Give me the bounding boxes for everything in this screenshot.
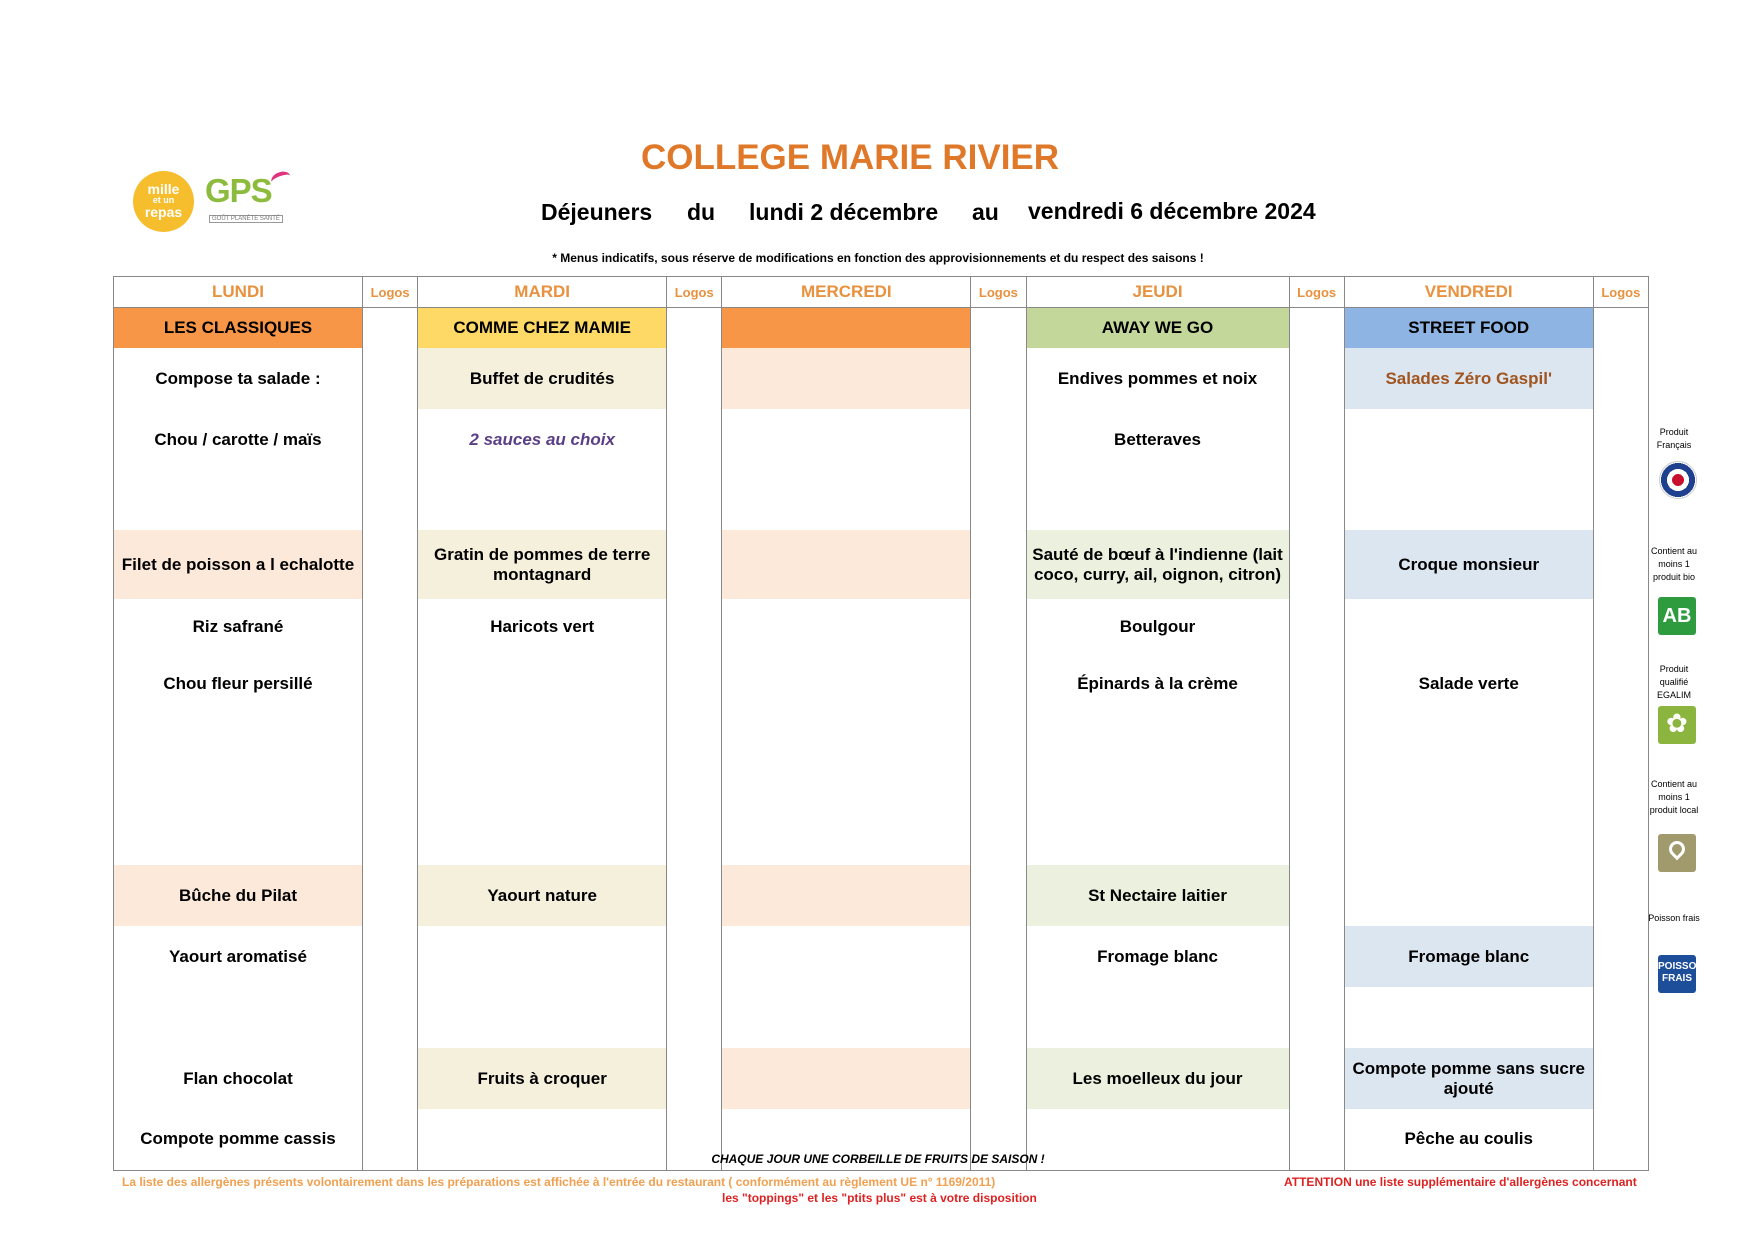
menu-row (114, 714, 1649, 865)
logo-cell (1289, 530, 1344, 599)
page-title: COLLEGE MARIE RIVIER (640, 138, 1060, 177)
attention-note: ATTENTION une liste supplémentaire d'allergènes concernant (1284, 1175, 1637, 1189)
logo-cell (1593, 654, 1648, 714)
menu-cell-mardi (418, 926, 667, 987)
logo-cell (971, 1048, 1026, 1109)
menu-cell-mercredi (722, 987, 971, 1048)
gps-letters: GPS (205, 172, 272, 209)
logos-header: Logos (1289, 277, 1344, 308)
logo-cell (1593, 1048, 1648, 1109)
logo-cell (1289, 654, 1344, 714)
menu-cell-lundi (114, 470, 363, 530)
location-pin-icon (1658, 834, 1696, 872)
menu-row (114, 348, 1649, 409)
logo-cell (1289, 470, 1344, 530)
menu-cell-mardi: Buffet de crudités (418, 348, 667, 409)
menu-row (114, 987, 1649, 1048)
egalim-icon (1658, 706, 1696, 744)
menu-cell-mardi: Yaourt nature (418, 865, 667, 926)
logo-cell (362, 654, 417, 714)
logo-cell (1593, 409, 1648, 470)
logo-cell (1593, 530, 1648, 599)
logo-cell (1289, 926, 1344, 987)
logo-cell (1289, 308, 1344, 349)
menu-cell-jeudi: Boulgour (1026, 599, 1289, 654)
menu-cell-vendredi: Salade verte (1344, 654, 1593, 714)
menu-cell-vendredi (1344, 714, 1593, 865)
menu-cell-lundi: Compote pomme cassis (114, 1109, 363, 1170)
menu-cell-vendredi: Pêche au coulis (1344, 1109, 1593, 1170)
menu-cell-vendredi: Salades Zéro Gaspil' (1344, 348, 1593, 409)
theme-row (114, 308, 1649, 349)
logo-cell (667, 654, 722, 714)
menu-cell-jeudi: St Nectaire laitier (1026, 865, 1289, 926)
legend-egalim-label: Produit qualifié EGALIM (1656, 664, 1691, 700)
menu-cell-jeudi: Sauté de bœuf à l'indienne (lait coco, curry, ail, oignon, citron) (1026, 530, 1289, 599)
logo-cell (667, 1048, 722, 1109)
day-mercredi: MERCREDI (722, 277, 971, 308)
logo-cell (667, 409, 722, 470)
menu-cell-jeudi: Épinards à la crème (1026, 654, 1289, 714)
menu-cell-vendredi: Croque monsieur (1344, 530, 1593, 599)
legend-bio-label: Contient au moins 1 produit bio (1650, 546, 1698, 582)
logo-cell (362, 987, 417, 1048)
fruit-basket-note: CHAQUE JOUR UNE CORBEILLE DE FRUITS DE SAISON ! (711, 1152, 1045, 1166)
mille-et-un-repas-logo (133, 171, 194, 232)
menu-cell-mardi: 2 sauces au choix (418, 409, 667, 470)
legend-francais-label: Produit Français (1656, 427, 1692, 450)
day-header-row (114, 277, 1649, 308)
logo-cell (362, 470, 417, 530)
menu-cell-lundi: Chou / carotte / maïs (114, 409, 363, 470)
logo-cell (971, 865, 1026, 926)
legend-local-label: Contient au moins 1 produit local (1649, 779, 1699, 815)
menu-cell-vendredi (1344, 987, 1593, 1048)
day-jeudi: JEUDI (1026, 277, 1289, 308)
logo-cell (1289, 987, 1344, 1048)
weekly-menu-table (113, 276, 1649, 1171)
logo-cell (667, 599, 722, 654)
menu-cell-vendredi (1344, 409, 1593, 470)
french-cocarde-icon (1659, 461, 1697, 499)
menu-row (114, 926, 1649, 987)
logo-cell (1593, 926, 1648, 987)
logos-header: Logos (667, 277, 722, 308)
logos-header: Logos (971, 277, 1026, 308)
logo-cell (667, 308, 722, 349)
menu-cell-mercredi (722, 654, 971, 714)
menu-cell-mercredi (722, 599, 971, 654)
menu-cell-lundi: Flan chocolat (114, 1048, 363, 1109)
logo-text: repas (144, 204, 183, 220)
menu-row (114, 1048, 1649, 1109)
logo-cell (971, 348, 1026, 409)
menu-cell-jeudi (1026, 987, 1289, 1048)
menu-row (114, 654, 1649, 714)
theme-mardi: COMME CHEZ MAMIE (418, 308, 667, 349)
menu-cell-lundi: Riz safrané (114, 599, 363, 654)
logo-cell (1593, 470, 1648, 530)
menu-cell-mercredi (722, 926, 971, 987)
menu-cell-jeudi: Endives pommes et noix (1026, 348, 1289, 409)
dejeuners-label: Déjeuners (541, 199, 653, 225)
logo-cell (1593, 348, 1648, 409)
theme-jeudi: AWAY WE GO (1026, 308, 1289, 349)
logo-cell (1593, 714, 1648, 865)
logo-cell (971, 714, 1026, 865)
menu-cell-mardi (418, 470, 667, 530)
menu-cell-lundi: Compose ta salade : (114, 348, 363, 409)
menu-cell-vendredi (1344, 599, 1593, 654)
legend-poisson-label: Poisson frais (1648, 913, 1700, 923)
logo-text: et un (152, 195, 175, 205)
logo-cell (362, 714, 417, 865)
logo-cell (971, 470, 1026, 530)
logo-cell (1289, 865, 1344, 926)
logo-cell (1289, 599, 1344, 654)
day-vendredi: VENDREDI (1344, 277, 1593, 308)
poisson-frais-icon: POISSON FRAIS (1658, 955, 1696, 993)
menu-cell-mardi (418, 714, 667, 865)
menu-row (114, 530, 1649, 599)
logo-cell (362, 308, 417, 349)
logo-cell (1593, 987, 1648, 1048)
menu-cell-vendredi: Fromage blanc (1344, 926, 1593, 987)
menu-cell-jeudi (1026, 470, 1289, 530)
logo-cell (1289, 1048, 1344, 1109)
au-label: au (972, 199, 999, 225)
menu-cell-vendredi: Compote pomme sans sucre ajouté (1344, 1048, 1593, 1109)
logo-cell (362, 926, 417, 987)
allergen-note: La liste des allergènes présents volontairement dans les préparations est affichée à l'entrée du restaurant ( conformément au règlement UE n° 1169/2011) (122, 1175, 996, 1189)
menu-cell-mercredi (722, 470, 971, 530)
menu-cell-lundi: Chou fleur persillé (114, 654, 363, 714)
menu-cell-jeudi: Betteraves (1026, 409, 1289, 470)
logo-cell (971, 308, 1026, 349)
logo-cell (971, 409, 1026, 470)
date-from: lundi 2 décembre (749, 199, 939, 225)
menu-cell-jeudi: Fromage blanc (1026, 926, 1289, 987)
logo-cell (971, 654, 1026, 714)
theme-mercredi (722, 308, 971, 349)
menu-cell-mardi: Gratin de pommes de terre montagnard (418, 530, 667, 599)
menu-cell-mercredi (722, 530, 971, 599)
menu-row (114, 409, 1649, 470)
logo-cell (1289, 714, 1344, 865)
logo-cell (362, 348, 417, 409)
logo-cell (667, 865, 722, 926)
menu-cell-vendredi (1344, 470, 1593, 530)
menu-cell-mardi (418, 654, 667, 714)
menu-cell-lundi (114, 714, 363, 865)
logo-cell (667, 530, 722, 599)
menu-row (114, 599, 1649, 654)
menu-cell-mercredi (722, 409, 971, 470)
logo-cell (1593, 599, 1648, 654)
logo-cell (667, 987, 722, 1048)
logo-cell (362, 530, 417, 599)
menu-cell-mardi: Fruits à croquer (418, 1048, 667, 1109)
logo-cell (1289, 348, 1344, 409)
logo-text: mille (147, 181, 180, 197)
menu-cell-lundi (114, 987, 363, 1048)
menu-cell-mercredi (722, 865, 971, 926)
gps-tagline: GOÛT PLANÈTE SANTÉ (209, 215, 283, 223)
day-lundi: LUNDI (114, 277, 363, 308)
menu-cell-mercredi (722, 348, 971, 409)
logo-cell (667, 926, 722, 987)
menu-cell-jeudi (1026, 714, 1289, 865)
logo-cell (362, 1048, 417, 1109)
menu-cell-mardi: Haricots vert (418, 599, 667, 654)
day-mardi: MARDI (418, 277, 667, 308)
logo-cell (667, 348, 722, 409)
logo-cell (971, 599, 1026, 654)
theme-lundi: LES CLASSIQUES (114, 308, 363, 349)
gps-logo (205, 174, 295, 228)
toppings-note: les "toppings" et les "ptits plus" est à votre disposition (722, 1191, 1037, 1205)
logo-cell (971, 530, 1026, 599)
date-to: vendredi 6 décembre 2024 (1028, 198, 1316, 224)
logo-cell (362, 865, 417, 926)
du-label: du (687, 199, 716, 225)
logo-cell (1593, 308, 1648, 349)
menu-cell-lundi: Filet de poisson a l echalotte (114, 530, 363, 599)
menu-cell-mercredi (722, 1048, 971, 1109)
logo-cell (1289, 409, 1344, 470)
logos-header: Logos (362, 277, 417, 308)
logo-cell (1593, 865, 1648, 926)
logo-cell (667, 470, 722, 530)
theme-vendredi: STREET FOOD (1344, 308, 1593, 349)
logo-cell (667, 714, 722, 865)
logo-cell (971, 926, 1026, 987)
menu-disclaimer: * Menus indicatifs, sous réserve de modifications en fonction des approvisionnements et du respect des saisons ! (552, 251, 1204, 265)
menu-cell-lundi: Bûche du Pilat (114, 865, 363, 926)
menu-cell-mardi (418, 987, 667, 1048)
logo-cell (362, 599, 417, 654)
logos-header: Logos (1593, 277, 1648, 308)
menu-cell-jeudi: Les moelleux du jour (1026, 1048, 1289, 1109)
menu-row (114, 865, 1649, 926)
menu-row (114, 470, 1649, 530)
ab-bio-icon: AB (1658, 597, 1696, 635)
logo-cell (362, 409, 417, 470)
menu-cell-vendredi (1344, 865, 1593, 926)
menu-cell-lundi: Yaourt aromatisé (114, 926, 363, 987)
logo-cell (971, 987, 1026, 1048)
menu-cell-mercredi (722, 714, 971, 865)
